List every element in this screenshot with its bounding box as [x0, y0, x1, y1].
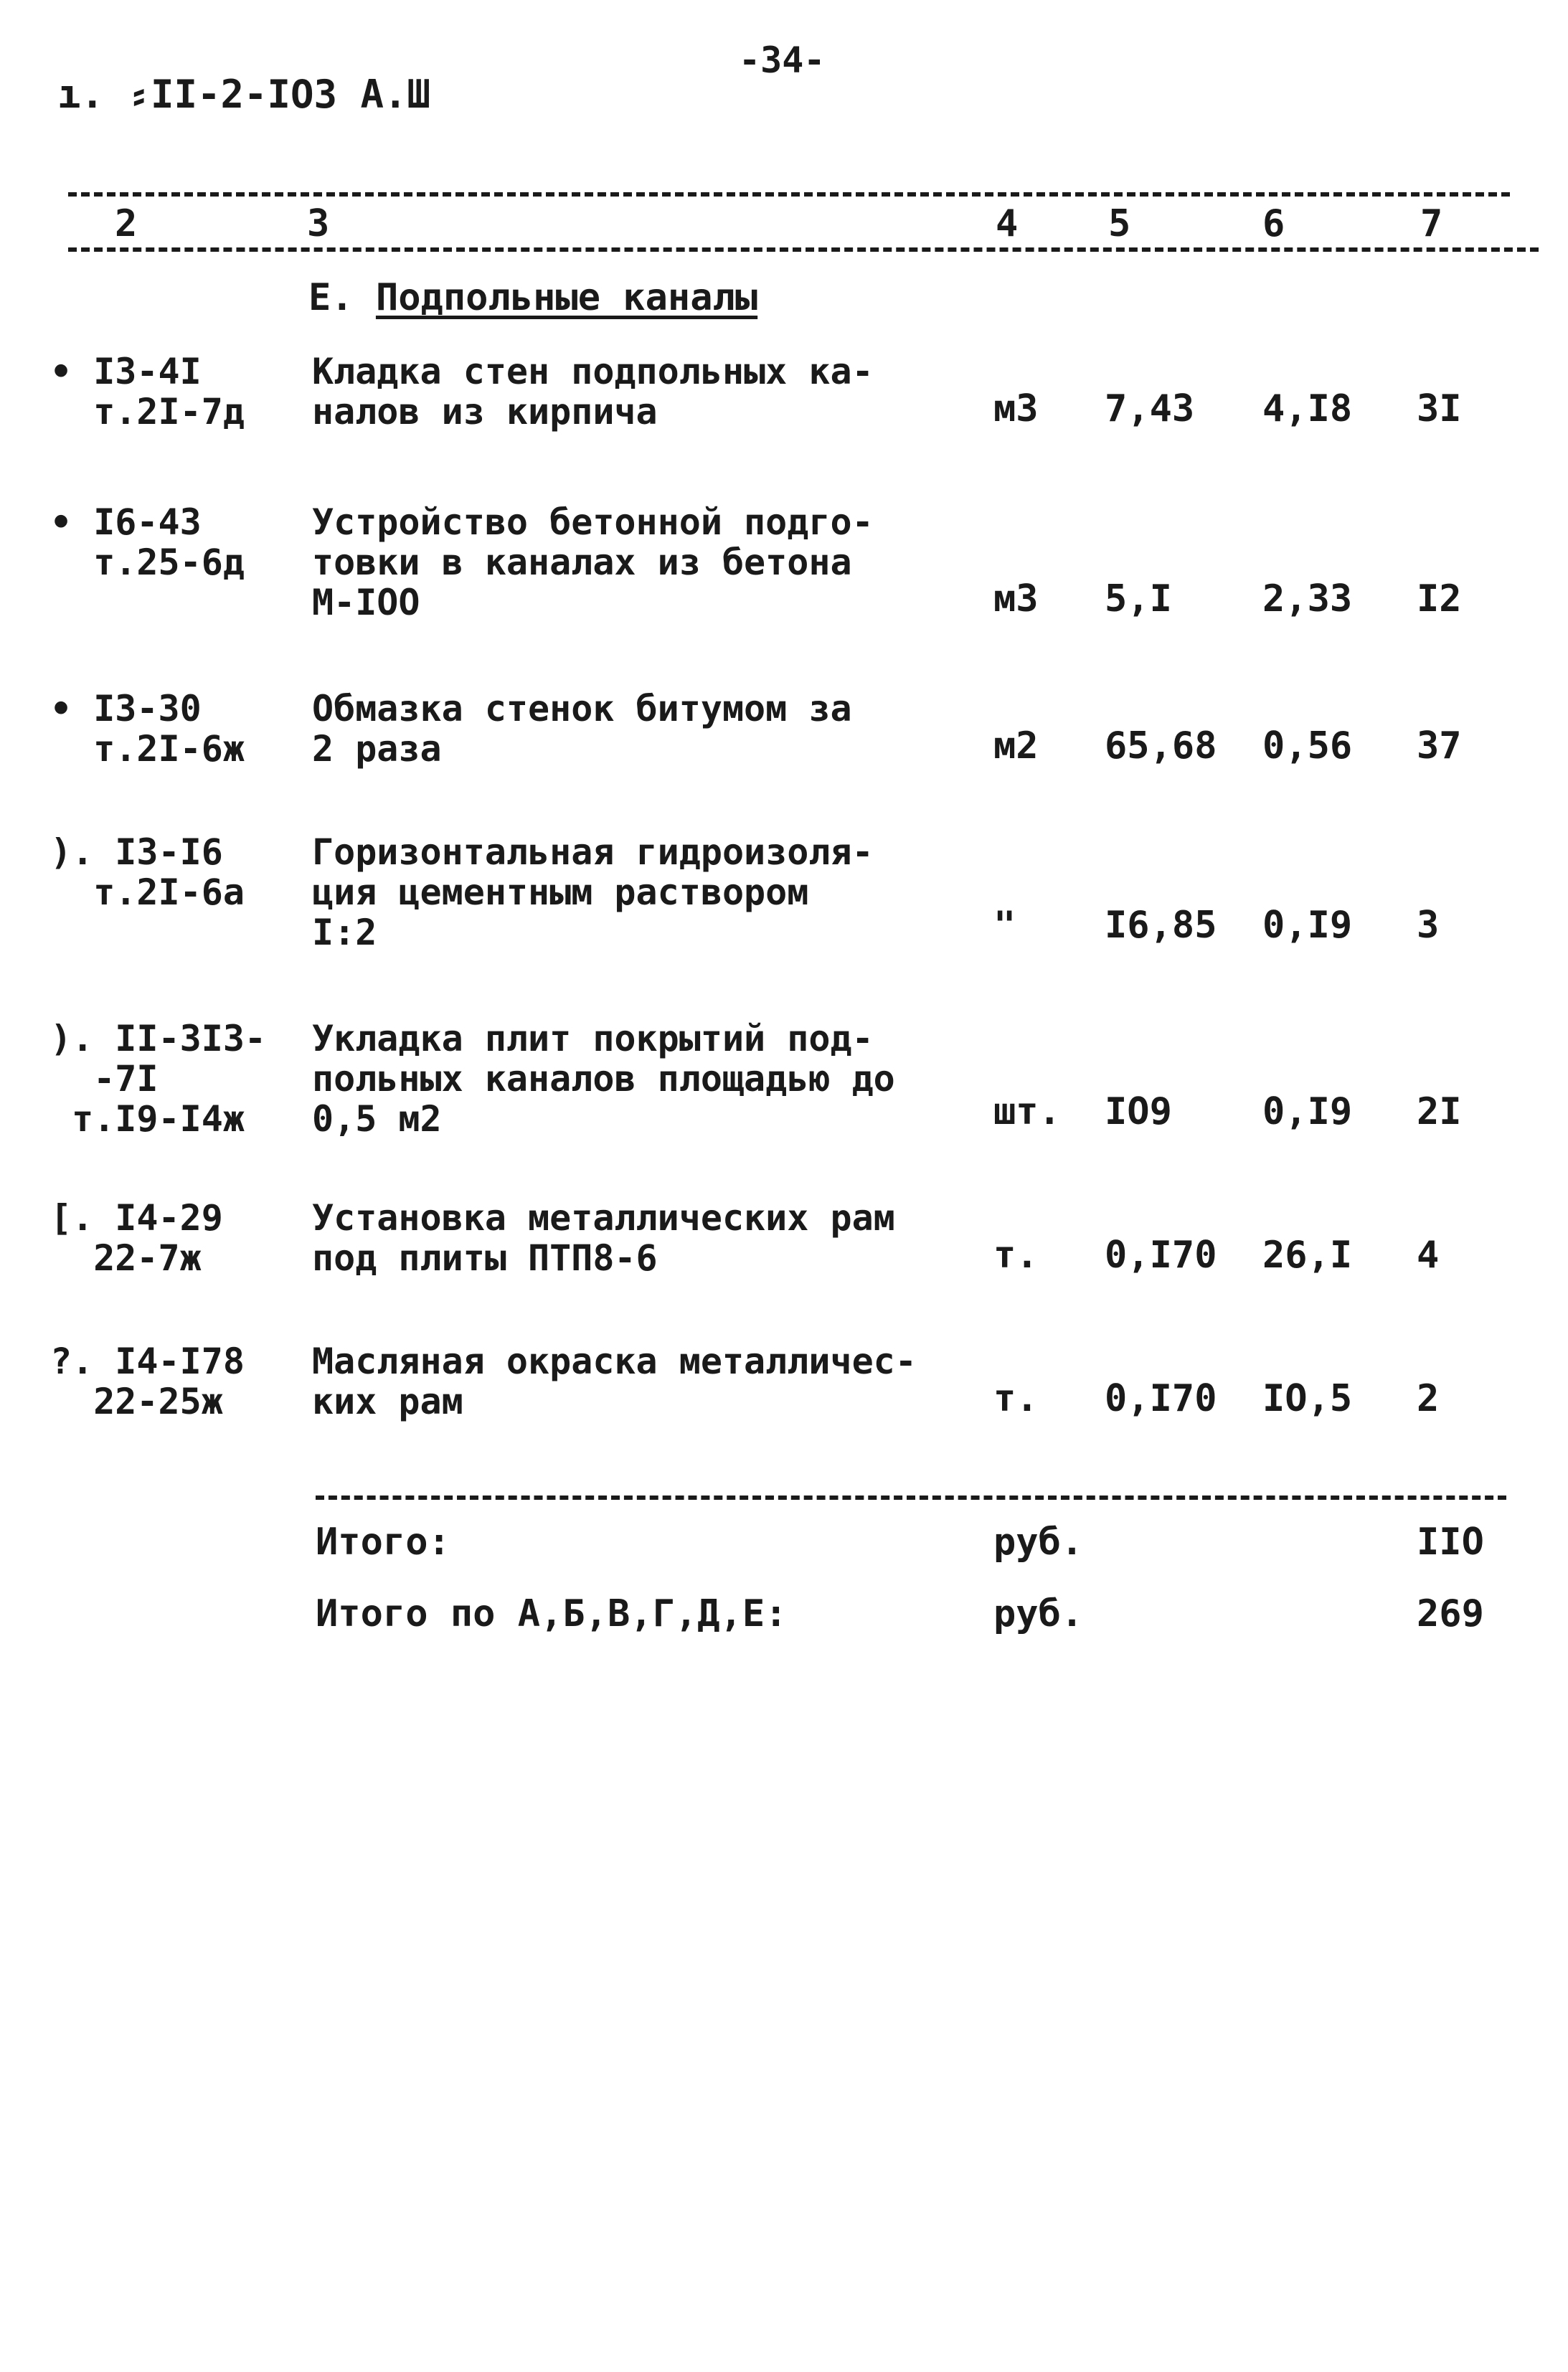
row-unit: шт. [993, 1090, 1061, 1133]
column-header-6: 6 [1262, 202, 1285, 245]
column-header-4: 4 [996, 202, 1019, 245]
row-unit-price: IO,5 [1262, 1377, 1353, 1420]
top-divider-2 [68, 247, 1539, 252]
row-total: 37 [1417, 724, 1462, 767]
column-header-5: 5 [1108, 202, 1131, 245]
row-description: Обмазка стенок битумом за 2 раза [312, 688, 852, 770]
row-code: ). I3-I6 т.2I-6а [50, 831, 245, 913]
row-quantity: 5,I [1105, 577, 1172, 620]
row-description: Установка металлических рам под плиты ПТП8-6 [312, 1197, 895, 1279]
column-header-3: 3 [307, 202, 330, 245]
row-unit-price: 0,I9 [1262, 904, 1353, 947]
row-total: I2 [1417, 577, 1462, 620]
row-unit-price: 0,56 [1262, 724, 1353, 767]
row-quantity: 7,43 [1105, 387, 1195, 430]
section-title [308, 276, 757, 319]
row-unit-price: 26,I [1262, 1234, 1353, 1277]
row-description: Укладка плит покрытий под- польных каналов площадью до 0,5 м2 [312, 1018, 895, 1140]
section-letter: Е. [308, 276, 354, 319]
row-total: 3I [1417, 387, 1462, 430]
row-unit-price: 4,I8 [1262, 387, 1353, 430]
row-description: Масляная окраска металличес- ких рам [312, 1341, 917, 1422]
row-quantity: IO9 [1105, 1090, 1172, 1133]
total-label: Итого: [316, 1521, 450, 1564]
top-divider-1 [68, 192, 1510, 197]
row-quantity: 65,68 [1105, 724, 1217, 767]
row-unit: т. [993, 1234, 1039, 1277]
row-code: • I3-30 т.2I-6ж [50, 688, 245, 770]
row-unit: м3 [993, 387, 1039, 430]
row-code: • I3-4I т.2I-7д [50, 351, 245, 433]
row-description: Горизонтальная гидроизоля- ция цементным раствором I:2 [312, 831, 874, 953]
row-description: Кладка стен подпольных ка- налов из кирпича [312, 351, 874, 433]
row-unit: м3 [993, 577, 1039, 620]
row-unit-price: 0,I9 [1262, 1090, 1353, 1133]
row-unit: т. [993, 1377, 1039, 1420]
total-unit: руб. [993, 1521, 1084, 1564]
page-number: -34- [739, 39, 826, 81]
row-quantity: 0,I70 [1105, 1234, 1217, 1277]
grand-total-value: 269 [1417, 1592, 1484, 1635]
row-total: 2 [1417, 1377, 1440, 1420]
row-code: • I6-43 т.25-6д [50, 501, 245, 583]
row-total: 2I [1417, 1090, 1462, 1133]
row-unit: м2 [993, 724, 1039, 767]
totals-divider [316, 1496, 1506, 1500]
row-total: 3 [1417, 904, 1440, 947]
document-id: ı. ⸗II-2-IO3 А.Ш [57, 72, 431, 117]
grand-total-label: Итого по А,Б,В,Г,Д,Е: [316, 1592, 788, 1635]
grand-total-unit: руб. [993, 1592, 1084, 1635]
row-quantity: I6,85 [1105, 904, 1217, 947]
row-unit-price: 2,33 [1262, 577, 1353, 620]
column-header-7: 7 [1420, 202, 1443, 245]
row-code: ). II-3I3- -7I т.I9-I4ж [50, 1018, 267, 1140]
row-code: [. I4-29 22-7ж [50, 1197, 223, 1279]
row-description: Устройство бетонной подго- товки в каналах из бетона М-IOO [312, 501, 874, 623]
row-unit: " [993, 904, 1016, 947]
section-name: Подпольные каналы [375, 276, 758, 319]
row-code: ?. I4-I78 22-25ж [50, 1341, 245, 1422]
row-quantity: 0,I70 [1105, 1377, 1217, 1420]
total-value: IIO [1417, 1521, 1484, 1564]
column-header-2: 2 [115, 202, 138, 245]
row-total: 4 [1417, 1234, 1440, 1277]
